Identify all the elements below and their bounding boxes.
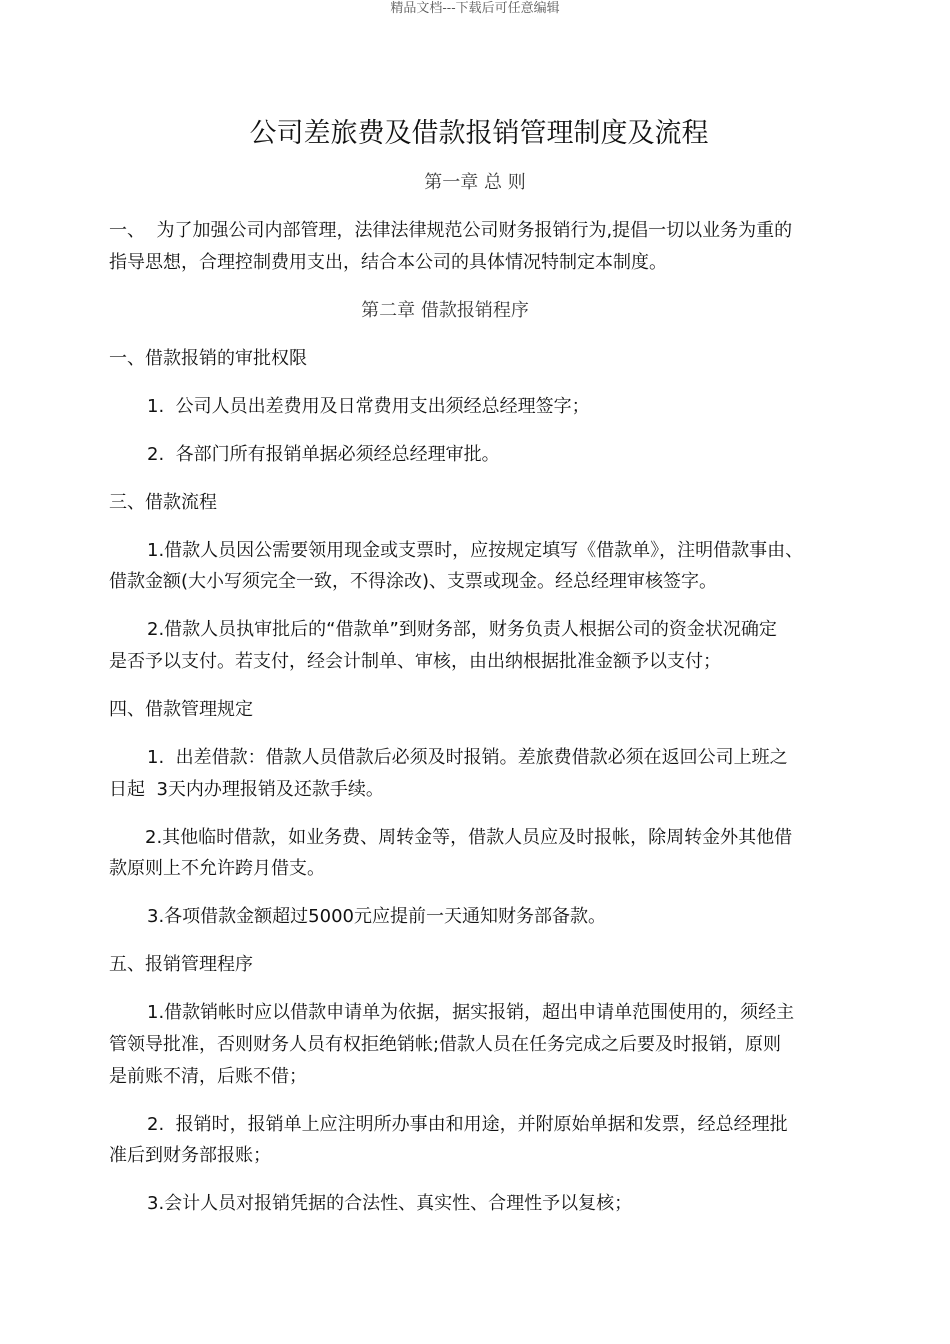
borrow-rules-item-2-line-1: 2.其他临时借款，如业务费、周转金等，借款人员应及时报帐，除周转金外其他借 xyxy=(145,827,793,848)
section-heading-reimbursement: 五、报销管理程序 xyxy=(109,954,253,975)
borrow-flow-item-2-line-1: 2.借款人员执审批后的“借款单”到财务部，财务负责人根据公司的资金状况确定 xyxy=(147,619,777,640)
borrow-rules-item-3: 3.各项借款金额超过5000元应提前一天通知财务部备款。 xyxy=(147,906,606,927)
borrow-flow-item-1-line-2: 借款金额(大小写须完全一致，不得涂改)、支票或现金。经总经理审核签字。 xyxy=(109,571,718,592)
reimbursement-item-1-line-2: 管领导批准，否则财务人员有权拒绝销帐;借款人员在任务完成之后要及时报销，原则 xyxy=(109,1034,782,1055)
chapter-2-heading: 第二章 借款报销程序 xyxy=(361,300,529,321)
reimbursement-item-2-line-2: 准后到财务部报账； xyxy=(109,1145,271,1166)
chapter-1-heading: 第一章 总 则 xyxy=(424,172,526,193)
reimbursement-item-3: 3.会计人员对报销凭据的合法性、真实性、合理性予以复核； xyxy=(147,1193,633,1214)
borrow-rules-item-2-line-2: 款原则上不允许跨月借支。 xyxy=(109,858,325,879)
borrow-rules-item-1-line-1: 1. 出差借款：借款人员借款后必须及时报销。差旅费借款必须在返回公司上班之 xyxy=(147,747,788,768)
section-heading-borrow-flow: 三、借款流程 xyxy=(109,492,217,513)
section-heading-approval: 一、借款报销的审批权限 xyxy=(109,348,307,369)
intro-line-2: 指导思想，合理控制费用支出，结合本公司的具体情况特制定本制度。 xyxy=(109,252,667,273)
intro-line-1: 一、 为了加强公司内部管理，法律法律规范公司财务报销行为,提倡一切以业务为重的 xyxy=(109,220,793,241)
approval-item-2: 2. 各部门所有报销单据必须经总经理审批。 xyxy=(147,444,500,465)
page-header-note: 精品文档---下载后可任意编辑 xyxy=(390,1,560,16)
reimbursement-item-1-line-3: 是前账不清，后账不借； xyxy=(109,1066,307,1087)
reimbursement-item-2-line-1: 2. 报销时，报销单上应注明所办事由和用途，并附原始单据和发票，经总经理批 xyxy=(147,1114,788,1135)
section-heading-borrow-rules: 四、借款管理规定 xyxy=(109,699,253,720)
reimbursement-item-1-line-1: 1.借款销帐时应以借款申请单为依据，据实报销，超出申请单范围使用的，须经主 xyxy=(147,1002,795,1023)
borrow-rules-item-1-line-2: 日起 3天内办理报销及还款手续。 xyxy=(109,779,384,800)
borrow-flow-item-2-line-2: 是否予以支付。若支付，经会计制单、审核，由出纳根据批准金额予以支付； xyxy=(109,651,721,672)
document-title: 公司差旅费及借款报销管理制度及流程 xyxy=(249,118,709,149)
approval-item-1: 1. 公司人员出差费用及日常费用支出须经总经理签字； xyxy=(147,396,590,417)
borrow-flow-item-1-line-1: 1.借款人员因公需要领用现金或支票时，应按规定填写《借款单》，注明借款事由、 xyxy=(147,540,804,561)
